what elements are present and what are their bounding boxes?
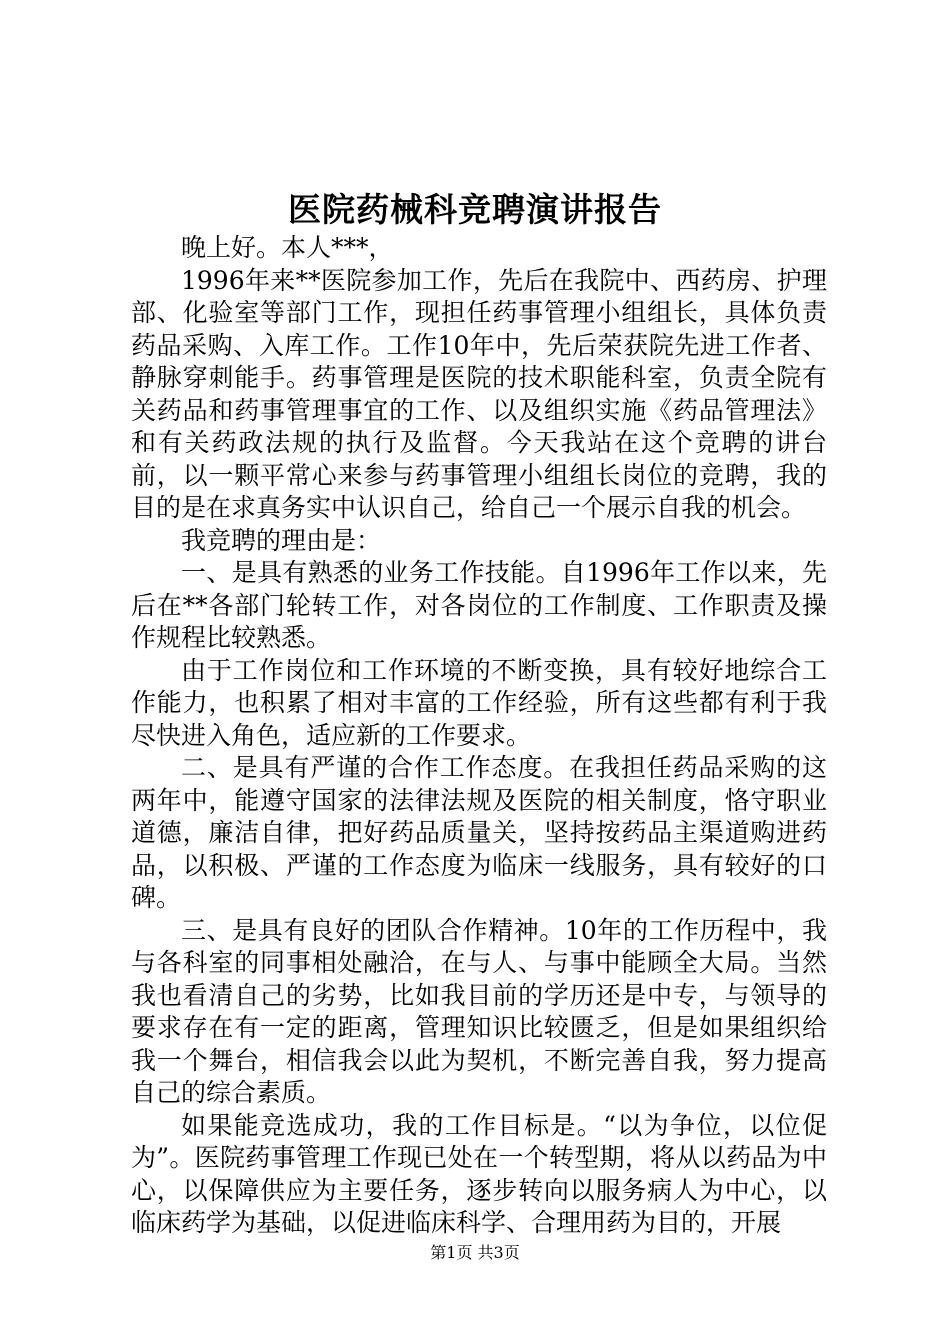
paragraph-greeting: 晚上好。本人***，	[181, 233, 394, 262]
paragraph-work-experience: 由于工作岗位和工作环境的不断变换，具有较好地综合工作能力，也积累了相对丰富的工作经验，所有这些都有利于我尽快进入角色，适应新的工作要求。	[131, 655, 827, 750]
paragraph-reason-one: 一、是具有熟悉的业务工作技能。自1996年工作以来，先后在**各部门轮转工作，对各岗位的工作制度、工作职责及操作规程比较熟悉。	[131, 558, 827, 652]
paragraph-reason-three: 三、是具有良好的团队合作精神。10年的工作历程中，我与各科室的同事相处融洽，在与人、与事中能顾全大局。当然我也看清自己的劣势，比如我目前的学历还是中专，与领导的要求存在有一定的距离，管理知识比较匮乏，但是如果组织给我一个舞台，相信我会以此为契机，不断完善自我，努力提高自己的综合素质。	[131, 915, 827, 1107]
page-number-footer: 第1页 共3页	[430, 1243, 520, 1262]
document-title: 医院药械科竞聘演讲报告	[288, 190, 662, 229]
paragraph-goals: 如果能竞选成功，我的工作目标是。“以为争位，以位促为”。医院药事管理工作现已处在一个转型期，将从以药品为中心，以保障供应为主要任务，逐步转向以服务病人为中心，以临床药学为基础，以促进临床科学、合理用药为目的，开展	[131, 1110, 827, 1237]
paragraph-reasons-intro: 我竞聘的理由是：	[181, 525, 382, 555]
paragraph-reason-two: 二、是具有严谨的合作工作态度。在我担任药品采购的这两年中，能遵守国家的法律法规及医院的相关制度，恪守职业道德，廉洁自律，把好药品质量关，坚持按药品主渠道购进药品，以积极、严谨的工作态度为临床一线服务，具有较好的口碑。	[131, 753, 827, 912]
document-body	[131, 232, 827, 1240]
paragraph-background: 1996年来**医院参加工作，先后在我院中、西药房、护理部、化验室等部门工作，现担任药事管理小组组长，具体负责药品采购、入库工作。工作10年中，先后荣获院先进工作者、静脉穿刺能手。药事管理是医院的技术职能科室，负责全院有关药品和药事管理事宜的工作、以及组织实施《药品管理法》和有关药政法规的执行及监督。今天我站在这个竞聘的讲台前，以一颗平常心来参与药事管理小组组长岗位的竞聘，我的目的是在求真务实中认识自己，给自己一个展示自我的机会。	[131, 265, 827, 522]
